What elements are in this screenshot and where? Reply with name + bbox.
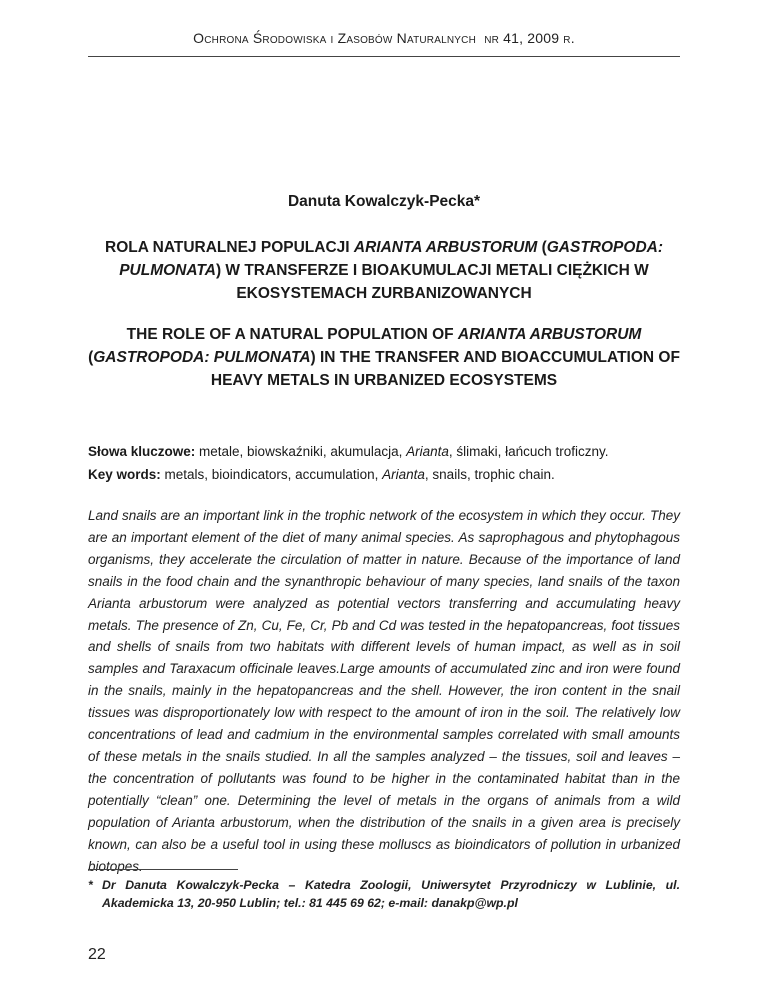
running-head xyxy=(0,30,768,46)
keywords-en-text-2: , snails, trophic chain. xyxy=(424,467,555,482)
title-en-text-2: ( xyxy=(88,349,94,366)
title-polish xyxy=(88,236,680,305)
keywords-en-text-1: metals, bioindicators, accumulation, xyxy=(160,467,383,482)
author-footnote xyxy=(88,876,680,912)
title-en-taxon: GASTROPODA: PULMONATA xyxy=(93,349,311,366)
keywords-pl-label: Słowa kluczowe: xyxy=(88,444,196,459)
keywords-pl-text-2: , ślimaki, łańcuch troficzny. xyxy=(448,444,609,459)
title-pl-taxon: GASTROPODA: PULMONATA xyxy=(119,239,663,279)
keywords-polish xyxy=(88,442,680,462)
title-pl-text-1: ROLA NATURALNEJ POPULACJI xyxy=(105,239,354,256)
title-pl-species: ARIANTA ARBUSTORUM xyxy=(353,239,538,256)
title-en-text-3: ) IN THE TRANSFER AND BIOACCUMULATION OF HEAVY METALS IN URBANIZED ECOSYSTEMS xyxy=(210,349,680,389)
footnote-text: Dr Danuta Kowalczyk-Pecka – Katedra Zoologii, Uniwersytet Przyrodniczy w Lublinie, ul. Akademicka 13, 20-950 Lublin; tel.: 81 445 69 62; e-mail: danakp@wp.pl xyxy=(102,878,680,910)
title-en-species: ARIANTA ARBUSTORUM xyxy=(457,326,642,343)
footnote-mark: * xyxy=(88,878,93,892)
keywords-en-genus: Arianta xyxy=(382,467,425,482)
title-pl-text-3: ) W TRANSFERZE I BIOAKUMULACJI METALI CIĘŻKICH W EKOSYSTEMACH ZURBANIZOWANYCH xyxy=(215,262,649,302)
journal-name: Ochrona Środowiska i Zasobów Naturalnych xyxy=(193,30,476,46)
author-name: Danuta Kowalczyk-Pecka* xyxy=(287,193,481,210)
keywords-pl-text-1: metale, biowskaźniki, akumulacja, xyxy=(195,444,407,459)
journal-issue: nr 41, 2009 r. xyxy=(484,30,575,46)
page-number: 22 xyxy=(88,946,106,963)
title-english xyxy=(88,323,680,392)
keywords-pl-genus: Arianta xyxy=(406,444,449,459)
title-en-text-1: THE ROLE OF A NATURAL POPULATION OF xyxy=(126,326,458,343)
keywords-en-label: Key words: xyxy=(88,467,161,482)
footnote-rule xyxy=(88,869,238,870)
header-rule xyxy=(88,56,680,57)
abstract: Land snails are an important link in the trophic network of the ecosystem in which they occur. They are an important element of the diet of many animal species. As saprophagous and phytophagous organisms, they accelerate the circulation of matter in nature. Because of the importance of land snails in the food chain and the synanthropic behaviour of many species, land snails of the taxon Arianta arbustorum were analyzed as potential vectors transferring and accumulating heavy metals. The presence of Zn, Cu, Fe, Cr, Pb and Cd was tested in the hepatopancreas, foot tissues and shells of snails from two habitats with different levels of human impact, as well as in soil samples and Taraxacum officinale leaves.Large amounts of accumulated zinc and iron were found in the snails, mainly in the hepatopancreas and the shell. However, the iron content in the snail tissues was disproportionately low with respect to the amount of iron in the soil. The relatively low concentrations of lead and cadmium in the environmental samples correlated with small amounts of these metals in the snails studied. In all the samples analyzed – the tissues, soil and leaves – the concentration of pollutants was found to be higher in the contaminated habitat than in the potentially “clean” one. Determining the level of metals in the organs of animals from a wild population of Arianta arbustorum, when the distribution of the snails in a given area is precisely known, can also be a useful tool in using these molluscs as bioindicators of pollution in urbanized biotopes. xyxy=(88,508,680,874)
keywords-english xyxy=(88,465,680,485)
title-pl-text-2: ( xyxy=(537,239,547,256)
